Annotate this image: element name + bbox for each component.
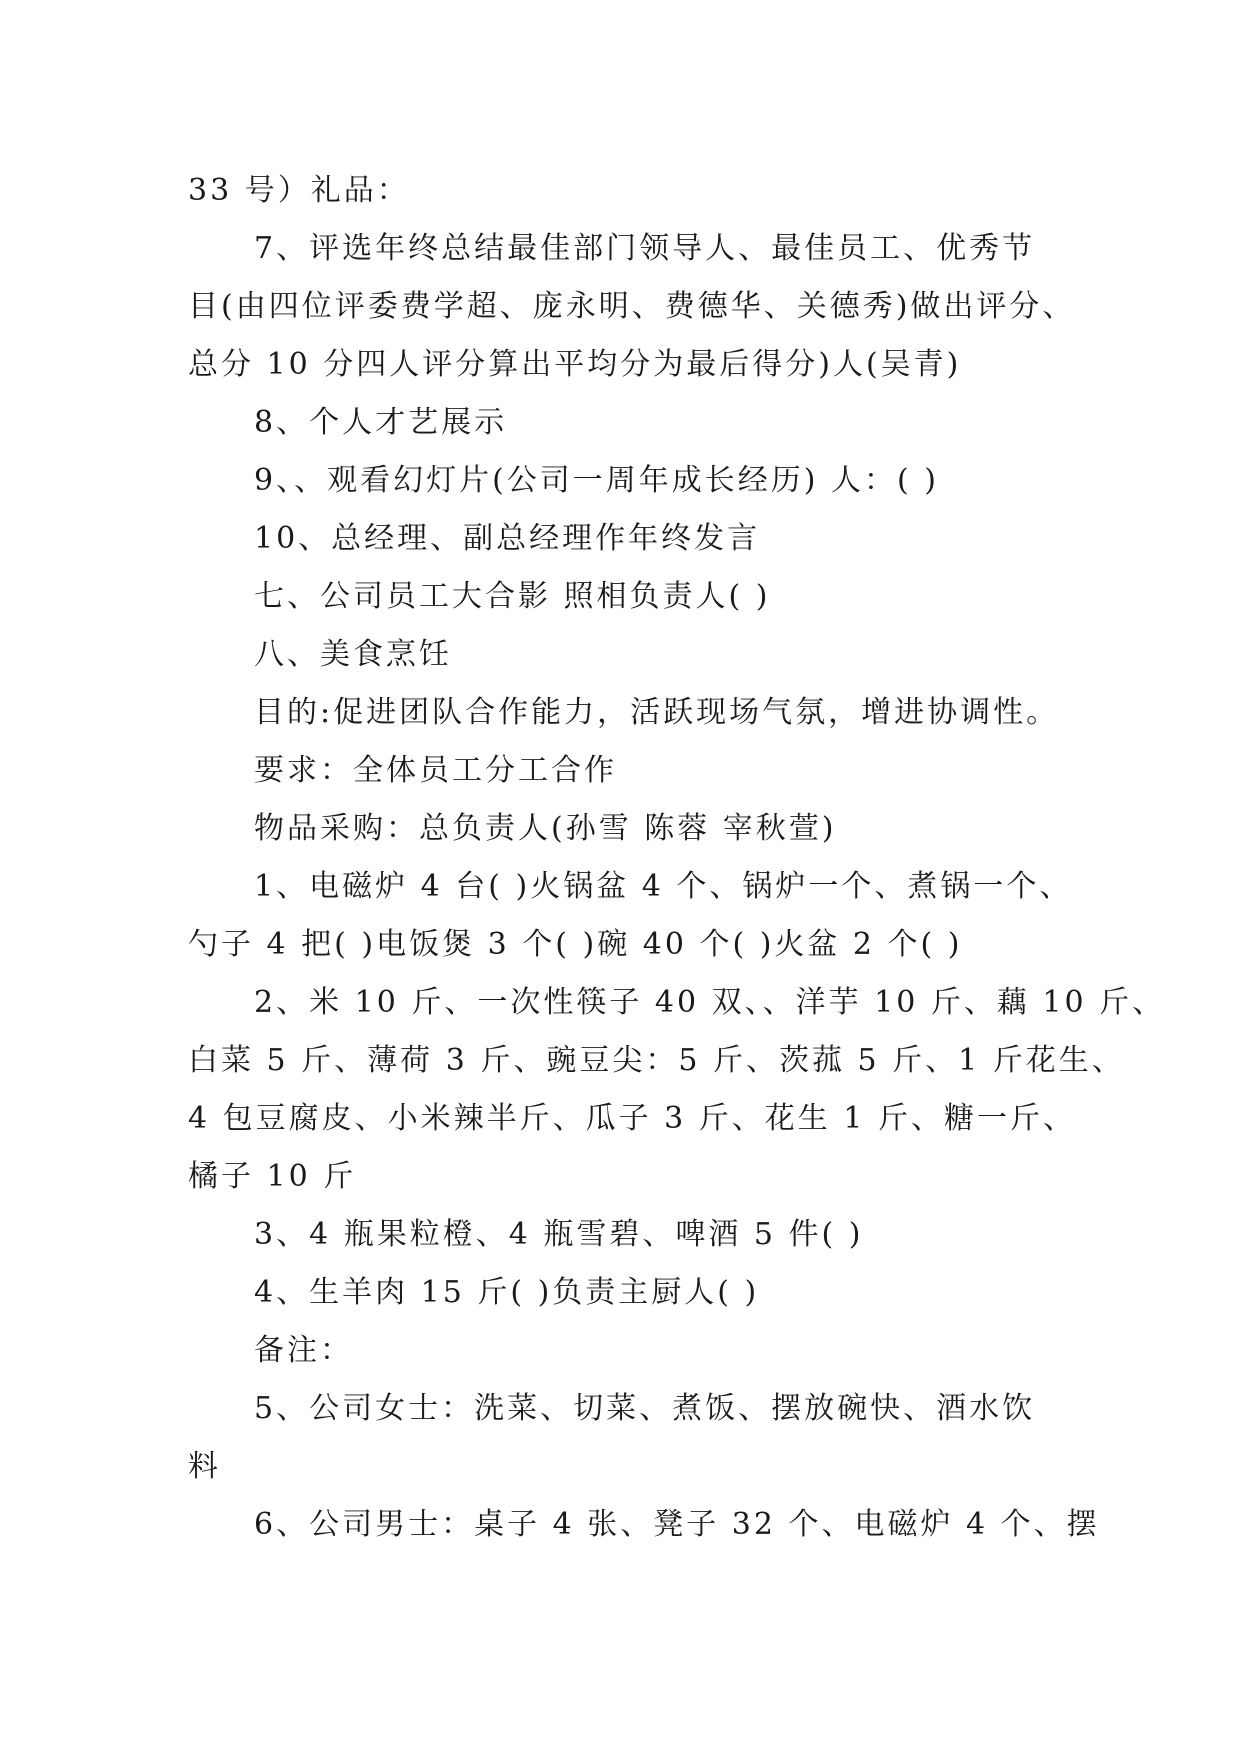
text-line: 7、评选年终总结最佳部门领导人、最佳员工、优秀节 <box>254 231 1036 266</box>
text-line: 2、米 10 斤、一次性筷子 40 双、、洋芋 10 斤、藕 10 斤、 <box>254 985 1166 1020</box>
text-line: 3、4 瓶果粒橙、4 瓶雪碧、啤酒 5 件( ) <box>254 1217 864 1252</box>
text-line: 4、生羊肉 15 斤( )负责主厨人( ) <box>254 1275 760 1310</box>
text-line: 料 <box>188 1449 221 1484</box>
text-line: 要求：全体员工分工合作 <box>254 753 617 788</box>
text-line: 七、公司员工大合影 照相负责人( ) <box>254 579 771 614</box>
text-line: 八、美食烹饪 <box>254 637 452 672</box>
text-line: 橘子 10 斤 <box>188 1159 357 1194</box>
text-line: 8、个人才艺展示 <box>254 405 508 440</box>
text-line: 10、总经理、副总经理作年终发言 <box>254 521 761 556</box>
text-line: 目(由四位评委费学超、庞永明、费德华、关德秀)做出评分、 <box>188 289 1076 324</box>
text-line: 6、公司男士：桌子 4 张、凳子 32 个、电磁炉 4 个、摆 <box>254 1507 1100 1542</box>
text-line: 备注： <box>254 1333 353 1368</box>
document-body <box>188 162 1166 1554</box>
text-line: 5、公司女士：洗菜、切菜、煮饭、摆放碗快、酒水饮 <box>254 1391 1036 1426</box>
text-line: 物品采购：总负责人(孙雪 陈蓉 宰秋萱) <box>254 811 837 846</box>
text-line: 1、电磁炉 4 台( )火锅盆 4 个、锅炉一个、煮锅一个、 <box>254 869 1073 904</box>
text-line: 目的:促进团队合作能力，活跃现场气氛，增进协调性。 <box>254 695 1060 730</box>
text-line: 9、、观看幻灯片(公司一周年成长经历) 人：( ) <box>254 463 939 498</box>
text-line: 4 包豆腐皮、小米辣半斤、瓜子 3 斤、花生 1 斤、糖一斤、 <box>188 1101 1076 1136</box>
text-line: 勺子 4 把( )电饭煲 3 个( )碗 40 个( )火盆 2 个( ) <box>188 927 963 962</box>
text-line: 33 号）礼品： <box>188 173 410 208</box>
text-line: 总分 10 分四人评分算出平均分为最后得分)人(吴青) <box>188 347 962 382</box>
text-line: 白菜 5 斤、薄荷 3 斤、豌豆尖：5 斤、茨菰 5 斤、1 斤花生、 <box>188 1043 1125 1078</box>
